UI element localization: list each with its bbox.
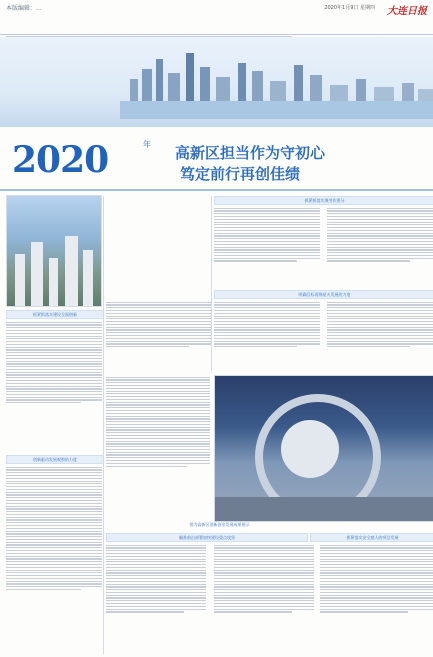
article-column [106,543,206,653]
column-divider [103,196,104,654]
hero-image [0,37,433,127]
newspaper-logo: 大连日报 [387,6,427,17]
factory-floor-shape [215,497,433,521]
factory-equipment-photo [214,375,433,522]
city-skyline-image [120,49,433,119]
building-shape [49,258,58,306]
headline-line-1: 高新区担当作为守初心 [175,144,326,162]
article-column [327,300,433,370]
section-heading: 创新驱动发展观察的力度 [6,455,104,464]
section-heading: 抓紧落实安全感人的项目发展 [310,533,433,542]
photo-caption: 图为高新区创新创业发展成果展示 [189,522,250,527]
headline-block [10,137,433,189]
article-column [327,206,433,286]
masthead-editor: 本版编辑：... [6,5,42,12]
article-column [214,300,320,370]
headline-year: 2020 [12,139,109,181]
headline-rule [0,189,433,191]
section-heading: 抓紧抓落实聚劳作要分 [214,196,433,205]
section-heading: 明确目标再锦星火发展的力度 [214,290,433,299]
column-divider [211,196,212,371]
article-column [214,543,314,653]
article-column [106,300,212,370]
article-column [106,375,210,520]
building-shape [15,254,25,306]
headline-line-2: 笃定前行再创佳绩 [180,165,301,183]
article-column [6,465,102,653]
headline-year-suffix: 年 [143,140,151,149]
article-column [320,543,433,653]
article-column [6,320,102,450]
masthead-bar [0,0,433,35]
building-shape [83,250,93,306]
building-shape [31,242,43,306]
section-heading: 瞄准前沿部署加快建设重点攻坚 [106,533,308,542]
section-heading: 抓紧抓落实建设全面创新 [6,310,104,319]
building-shape [65,236,78,306]
machine-core-shape [281,420,339,478]
issue-date: 2020年1月9日 星期四 [324,5,375,11]
article-column [214,206,320,286]
district-aerial-photo [6,195,102,307]
